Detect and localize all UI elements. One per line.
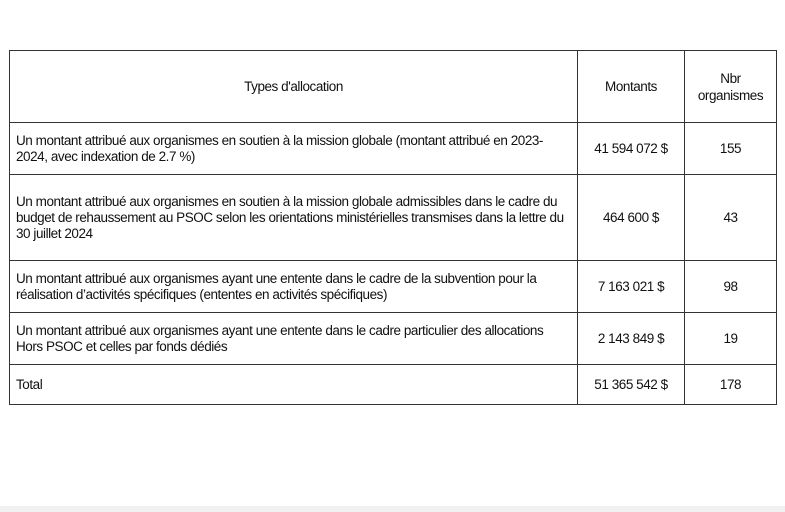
- total-label: Total: [10, 365, 578, 405]
- row-amount: 2 143 849 $: [578, 313, 685, 365]
- row-count: 155: [685, 123, 777, 175]
- row-count: 98: [685, 261, 777, 313]
- row-description: Un montant attribué aux organismes en soutien à la mission globale admissibles dans le cadre du budget de rehaussement au PSOC selon les orientations ministérielles transmises dans la lettre du 30 juillet 2024: [10, 175, 578, 261]
- header-type: Types d'allocation: [10, 51, 578, 123]
- table-row: [10, 313, 777, 365]
- table-header-row: [10, 51, 777, 123]
- row-description: Un montant attribué aux organismes ayant une entente dans le cadre particulier des allocations Hors PSOC et celles par fonds dédiés: [10, 313, 578, 365]
- row-description: Un montant attribué aux organismes ayant une entente dans le cadre de la subvention pour la réalisation d’activités spécifiques (ententes en activités spécifiques): [10, 261, 578, 313]
- row-description: Un montant attribué aux organismes en soutien à la mission globale (montant attribué en 2023-2024, avec indexation de 2.7 %): [10, 123, 578, 175]
- row-count: 43: [685, 175, 777, 261]
- total-count: 178: [685, 365, 777, 405]
- page-bottom-strip: [0, 506, 785, 512]
- header-amount: Montants: [578, 51, 685, 123]
- total-row: [10, 365, 777, 405]
- row-amount: 464 600 $: [578, 175, 685, 261]
- total-amount: 51 365 542 $: [578, 365, 685, 405]
- table-row: [10, 175, 777, 261]
- allocation-table: [9, 50, 777, 405]
- row-count: 19: [685, 313, 777, 365]
- row-amount: 41 594 072 $: [578, 123, 685, 175]
- table-row: [10, 261, 777, 313]
- header-count: Nbr organismes: [685, 51, 777, 123]
- table-row: [10, 123, 777, 175]
- row-amount: 7 163 021 $: [578, 261, 685, 313]
